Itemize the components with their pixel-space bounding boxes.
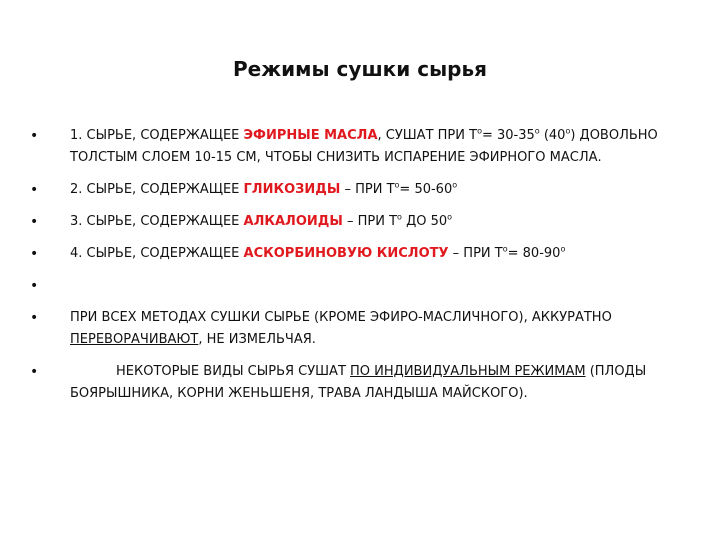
bullet-icon: • <box>30 182 39 198</box>
item-text: , СУШАТ ПРИ Т <box>377 128 478 143</box>
item-text: 2. СЫРЬЕ, СОДЕРЖАЩЕЕ <box>70 182 244 197</box>
item-text: = 80-90 <box>507 246 561 261</box>
item-text: ) ДОВОЛЬНО ТОЛСТЫМ СЛОЕМ 10-15 СМ, ЧТОБЫ СНИЗИТЬ ИСПАРЕНИЕ ЭФИРНОГО МАСЛА. <box>70 128 658 165</box>
item-text: – ПРИ Т <box>448 246 503 261</box>
highlight-text: ЭФИРНЫЕ МАСЛА <box>243 128 378 143</box>
item-text: , НЕ ИЗМЕЛЬЧАЯ. <box>198 332 316 347</box>
list-item-empty <box>30 275 690 297</box>
item-text: (ПЛОДЫ БОЯРЫШНИКА, КОРНИ ЖЕНЬШЕНЯ, ТРАВА ЛАНДЫША МАЙСКОГО). <box>70 364 647 401</box>
list-item <box>30 243 690 265</box>
item-text: НЕКОТОРЫЕ ВИДЫ СЫРЬЯ СУШАТ <box>116 364 351 379</box>
highlight-text: ГЛИКОЗИДЫ <box>243 182 341 197</box>
degree-superscript: о <box>394 180 400 190</box>
slide-title: Режимы сушки сырья <box>233 57 487 81</box>
degree-superscript: о <box>560 244 566 254</box>
highlight-text: АЛКАЛОИДЫ <box>243 214 343 229</box>
empty-line <box>70 275 690 297</box>
item-text: 3. СЫРЬЕ, СОДЕРЖАЩЕЕ <box>70 214 244 229</box>
item-text: ДО 50 <box>401 214 448 229</box>
degree-superscript: о <box>452 180 458 190</box>
item-text: – ПРИ Т <box>342 214 398 229</box>
degree-superscript: о <box>447 212 453 222</box>
list-item <box>30 211 690 233</box>
bullet-icon: • <box>30 246 39 262</box>
degree-superscript: о <box>565 126 571 136</box>
underlined-text: ПЕРЕВОРАЧИВАЮТ <box>70 332 199 347</box>
degree-superscript: о <box>397 212 402 222</box>
bullet-icon: • <box>30 364 39 380</box>
item-text: ПРИ ВСЕХ МЕТОДАХ СУШКИ СЫРЬЕ (КРОМЕ ЭФИРО-МАСЛИЧНОГО), АККУРАТНО <box>70 310 612 325</box>
list-item <box>30 361 690 405</box>
bullet-icon: • <box>30 214 39 230</box>
item-text: (40 <box>539 128 566 143</box>
item-text: 1. СЫРЬЕ, СОДЕРЖАЩЕЕ <box>70 128 244 143</box>
item-text: = 50-60 <box>399 182 453 197</box>
bullet-icon: • <box>30 310 39 326</box>
bullet-list <box>30 125 690 415</box>
underlined-text: ПО ИНДИВИДУАЛЬНЫМ РЕЖИМАМ <box>350 364 586 379</box>
degree-superscript: о <box>477 126 482 136</box>
list-item <box>30 179 690 201</box>
bullet-icon: • <box>30 278 39 294</box>
item-text: = 30-35 <box>481 128 535 143</box>
degree-superscript: о <box>502 244 508 254</box>
item-text: 4. СЫРЬЕ, СОДЕРЖАЩЕЕ <box>70 246 244 261</box>
bullet-icon: • <box>30 128 39 144</box>
degree-superscript: о <box>534 126 540 136</box>
highlight-text: АСКОРБИНОВУЮ КИСЛОТУ <box>243 246 449 261</box>
list-item <box>30 125 690 169</box>
item-text: – ПРИ Т <box>340 182 395 197</box>
list-item <box>30 307 690 351</box>
